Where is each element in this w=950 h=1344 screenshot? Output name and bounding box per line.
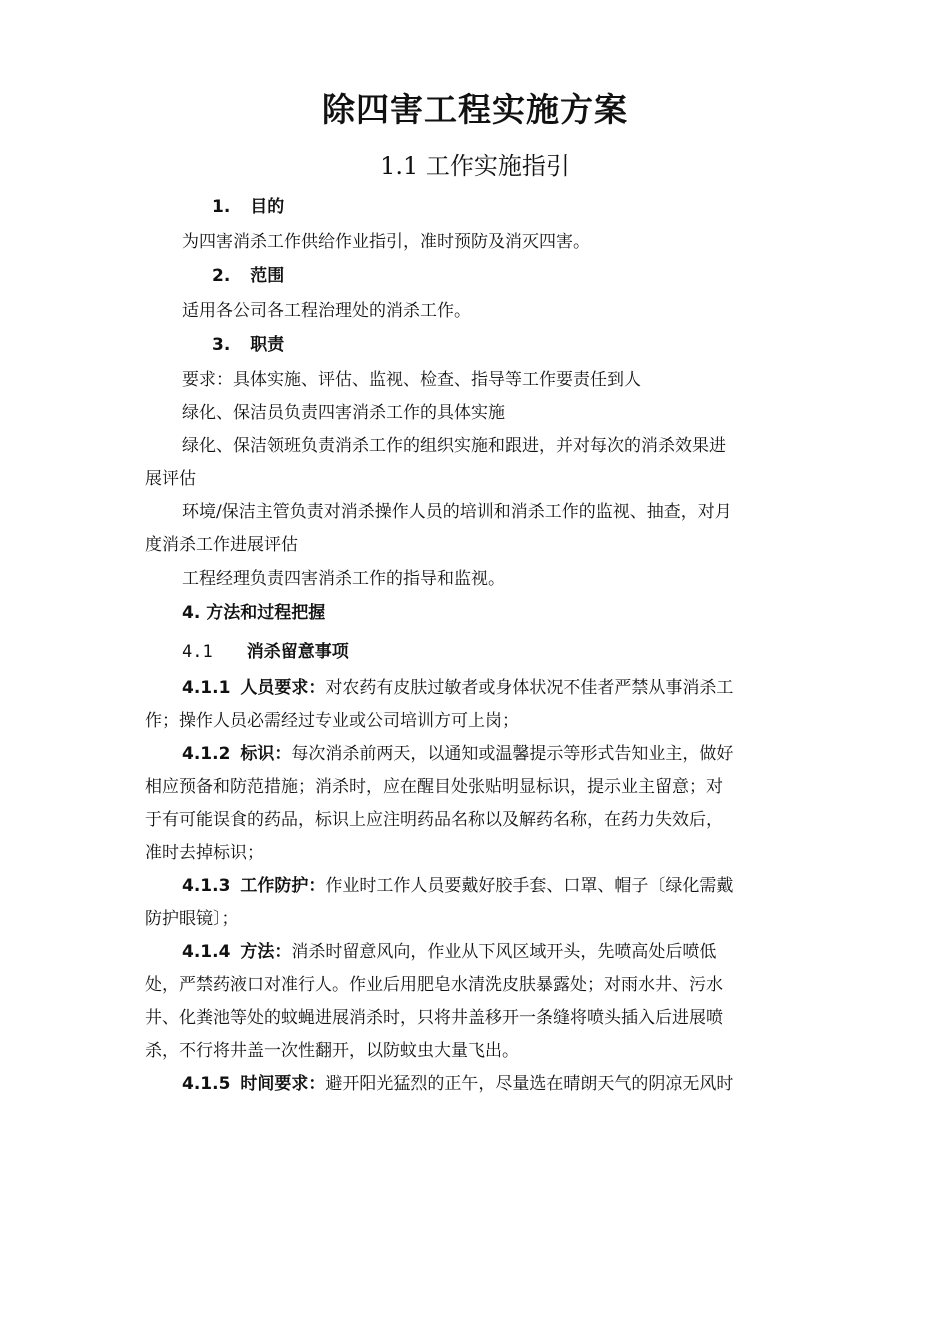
item-label: 方法： xyxy=(240,942,292,962)
item-number: 4.1.3 xyxy=(182,876,231,896)
section-1-body: 为四害消杀工作供给作业指引，准时预防及消灭四害。 xyxy=(182,232,590,252)
responsibility-line: 绿化、保洁领班负责消杀工作的组织实施和跟进，并对每次的消杀效果进 xyxy=(182,436,726,456)
section-heading-3 xyxy=(212,333,284,357)
item-text-line: 准时去掉标识； xyxy=(145,843,264,863)
item-text: 避开阳光猛烈的正午，尽量选在晴朗天气的阴凉无风时 xyxy=(325,1074,734,1094)
section-title: 目的 xyxy=(250,197,285,217)
subsection-number: 4.1 xyxy=(182,642,213,662)
item-text-line: 处，严禁药液口对准行人。作业后用肥皂水清洗皮肤暴露处；对雨水井、污水 xyxy=(145,975,723,995)
section-title: 职责 xyxy=(250,335,285,355)
item-4-1-4 xyxy=(182,940,716,964)
section-number: 1. xyxy=(212,197,231,217)
item-label: 人员要求： xyxy=(240,678,326,698)
item-number: 4.1.4 xyxy=(182,942,231,962)
item-text: 每次消杀前两天，以通知或温馨提示等形式告知业主，做好 xyxy=(291,744,734,764)
item-4-1-5 xyxy=(182,1072,733,1096)
item-4-1-1 xyxy=(182,676,733,700)
item-4-1-2 xyxy=(182,742,733,766)
subsection-heading-4-1 xyxy=(182,640,349,664)
item-text-line: 相应预备和防范措施；消杀时，应在醒目处张贴明显标识，提示业主留意；对 xyxy=(145,777,723,797)
item-text-line: 井、化粪池等处的蚊蝇进展消杀时，只将井盖移开一条缝将喷头插入后进展喷 xyxy=(145,1008,723,1028)
section-number: 2. xyxy=(212,266,231,286)
item-label: 工作防护： xyxy=(240,876,326,896)
section-heading-2 xyxy=(212,264,284,288)
responsibility-line: 工程经理负责四害消杀工作的指导和监视。 xyxy=(182,569,505,589)
item-text-line: 作；操作人员必需经过专业或公司培训方可上岗； xyxy=(145,711,519,731)
item-text-line: 防护眼镜〕； xyxy=(145,909,239,929)
responsibility-line: 绿化、保洁员负责四害消杀工作的具体实施 xyxy=(182,403,505,423)
document-subtitle: 1.1 工作实施指引 xyxy=(380,152,570,180)
item-text-line: 于有可能误食的药品，标识上应注明药品名称以及解药名称，在药力失效后， xyxy=(145,810,723,830)
item-label: 标识： xyxy=(240,744,292,764)
item-text: 消杀时留意风向，作业从下风区域开头，先喷高处后喷低 xyxy=(291,942,717,962)
subsection-title: 消杀留意事项 xyxy=(246,642,349,662)
section-heading-4: 4. 方法和过程把握 xyxy=(182,603,326,623)
section-number: 3. xyxy=(212,335,231,355)
item-number: 4.1.2 xyxy=(182,744,231,764)
responsibility-line: 要求：具体实施、评估、监视、检查、指导等工作要责任到人 xyxy=(182,370,641,390)
document-title: 除四害工程实施方案 xyxy=(322,90,628,129)
responsibility-line: 环境/保洁主管负责对消杀操作人员的培训和消杀工作的监视、抽查，对月 xyxy=(182,502,732,522)
item-text: 对农药有皮肤过敏者或身体状况不佳者严禁从事消杀工 xyxy=(325,678,734,698)
item-text-line: 杀，不行将井盖一次性翻开，以防蚊虫大量飞出。 xyxy=(145,1041,519,1061)
section-2-body: 适用各公司各工程治理处的消杀工作。 xyxy=(182,301,471,321)
item-text: 作业时工作人员要戴好胶手套、口罩、帽子〔绿化需戴 xyxy=(325,876,734,896)
responsibility-line: 度消杀工作进展评估 xyxy=(145,535,298,555)
item-label: 时间要求： xyxy=(240,1074,326,1094)
item-number: 4.1.5 xyxy=(182,1074,231,1094)
item-4-1-3 xyxy=(182,874,733,898)
section-heading-1 xyxy=(212,195,284,219)
section-title: 范围 xyxy=(250,266,285,286)
item-number: 4.1.1 xyxy=(182,678,231,698)
responsibility-line: 展评估 xyxy=(145,469,196,489)
